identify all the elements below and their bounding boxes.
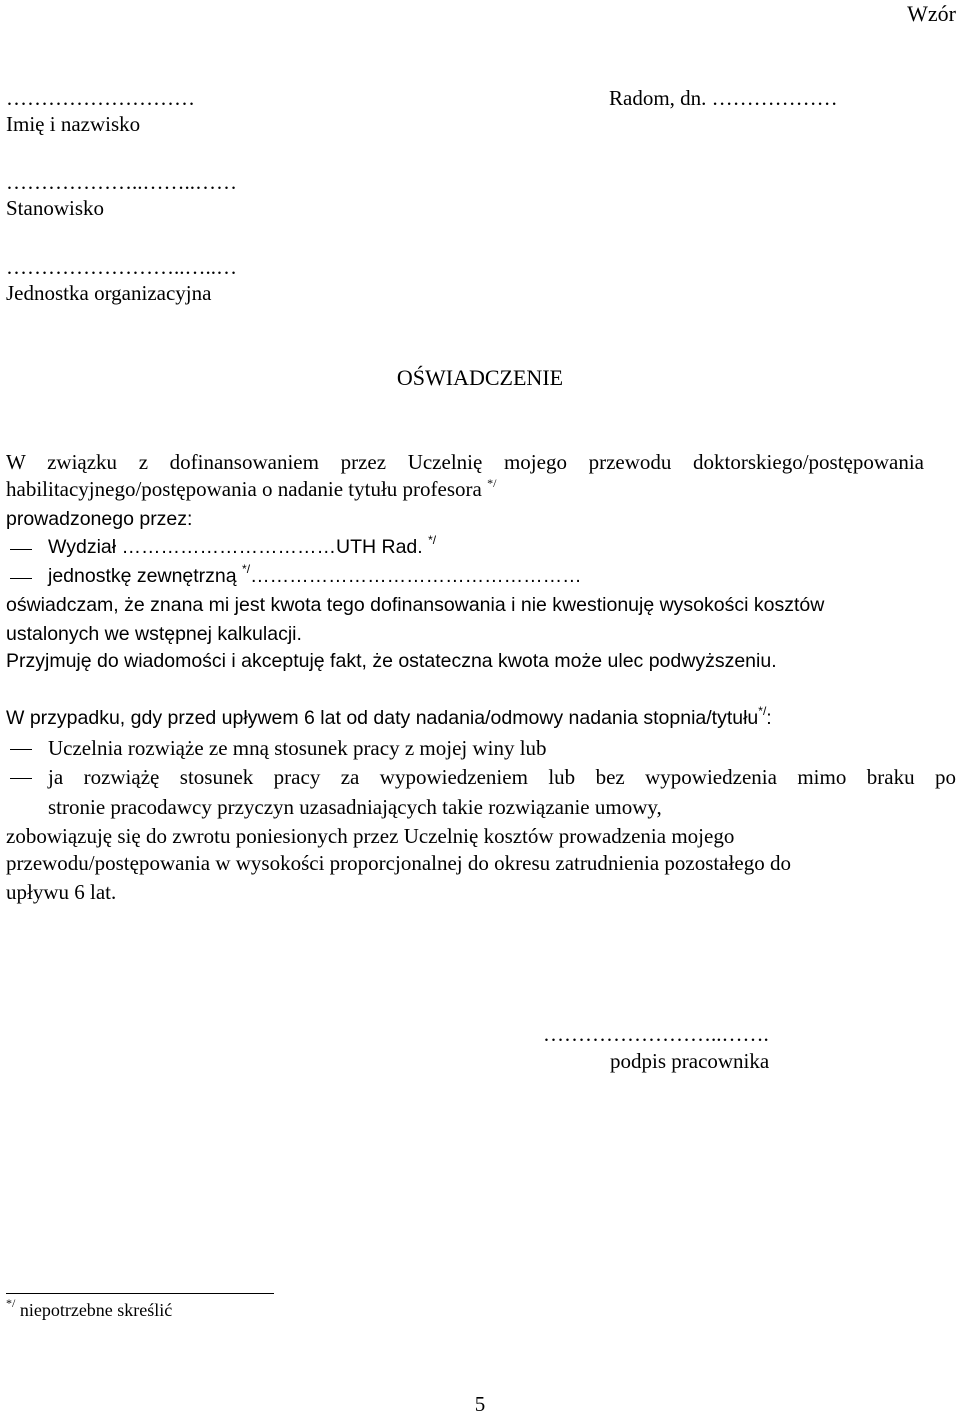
document-title: OŚWIADCZENIE <box>396 365 564 390</box>
footnote-text: niepotrzebne skreślić <box>19 1300 173 1320</box>
page-number: 5 <box>474 1392 486 1416</box>
unit-dots: ……………………..…..… <box>6 255 237 279</box>
para2-line1-text: W przypadku, gdy przed upływem 6 lat od daty nadania/odmowy nadania stopnia/tytułu <box>6 707 759 729</box>
bullet-dash <box>10 578 32 579</box>
position-dots: ………………..……..…… <box>6 170 237 194</box>
para1-line2 <box>6 476 497 501</box>
para2-colon: : <box>766 707 772 729</box>
unit-label: Jednostka organizacyjna <box>6 281 212 305</box>
para2-line4: upływu 6 lat. <box>6 880 117 904</box>
position-label: Stanowisko <box>6 196 105 220</box>
footnote-separator <box>6 1293 274 1294</box>
para2-line3: przewodu/postępowania w wysokości proporcjonalnej do okresu zatrudnienia pozostałego do <box>6 851 791 875</box>
signature-label: podpis pracownika <box>610 1049 770 1073</box>
place-date: Radom, dn. ……………… <box>609 86 838 110</box>
bullet-dash <box>10 778 32 779</box>
para2-bullet1: Uczelnia rozwiąże ze mną stosunek pracy z mojej winy lub <box>48 736 547 760</box>
bullet2-dots: …………………………………………… <box>250 565 582 587</box>
bullet-dash <box>10 749 32 750</box>
footnote-ref: */ <box>242 562 251 576</box>
para1-line5: ustalonych we wstępnej kalkulacji. <box>6 623 302 645</box>
para1-line6: Przyjmuję do wiadomości i akceptuję fakt, że ostateczna kwota może ulec podwyższeniu. <box>6 650 777 672</box>
para2-bullet2: ja rozwiążę stosunek pracy za wypowiedzeniem lub bez wypowiedzenia mimo braku po <box>48 765 956 789</box>
footnote-ref: */ <box>487 476 497 490</box>
footnote-ref: */ <box>758 704 767 718</box>
bullet2-text: jednostkę zewnętrzną <box>48 565 237 587</box>
para2-line1 <box>6 704 772 729</box>
bullet1-text: Wydział ……………………………UTH Rad. <box>48 536 423 558</box>
name-dots: ……………………… <box>6 86 195 110</box>
signature-dots: ……………………..……. <box>543 1022 769 1046</box>
para2-bullet2-cont: stronie pracodawcy przyczyn uzasadniających takie rozwiązanie umowy, <box>48 795 662 819</box>
bullet-dash <box>10 549 32 550</box>
para1-line2-text: habilitacyjnego/postępowania o nadanie tytułu profesora <box>6 477 482 501</box>
para1-line4: oświadczam, że znana mi jest kwota tego dofinansowania i nie kwestionuję wysokości kosztów <box>6 594 825 616</box>
footnote-ref: */ <box>428 533 437 547</box>
footnote <box>6 1296 173 1320</box>
para1-bullet1 <box>48 533 437 558</box>
name-label: Imię i nazwisko <box>6 112 141 136</box>
para1-bullet2 <box>48 562 582 587</box>
document-type-label: Wzór <box>907 1 956 26</box>
para1-line1: W związku z dofinansowaniem przez Uczelnię mojego przewodu doktorskiego/postępowania <box>6 450 924 474</box>
footnote-marker: */ <box>6 1296 16 1310</box>
para2-line2: zobowiązuję się do zwrotu poniesionych przez Uczelnię kosztów prowadzenia mojego <box>6 824 735 848</box>
para1-line3: prowadzonego przez: <box>6 508 193 530</box>
